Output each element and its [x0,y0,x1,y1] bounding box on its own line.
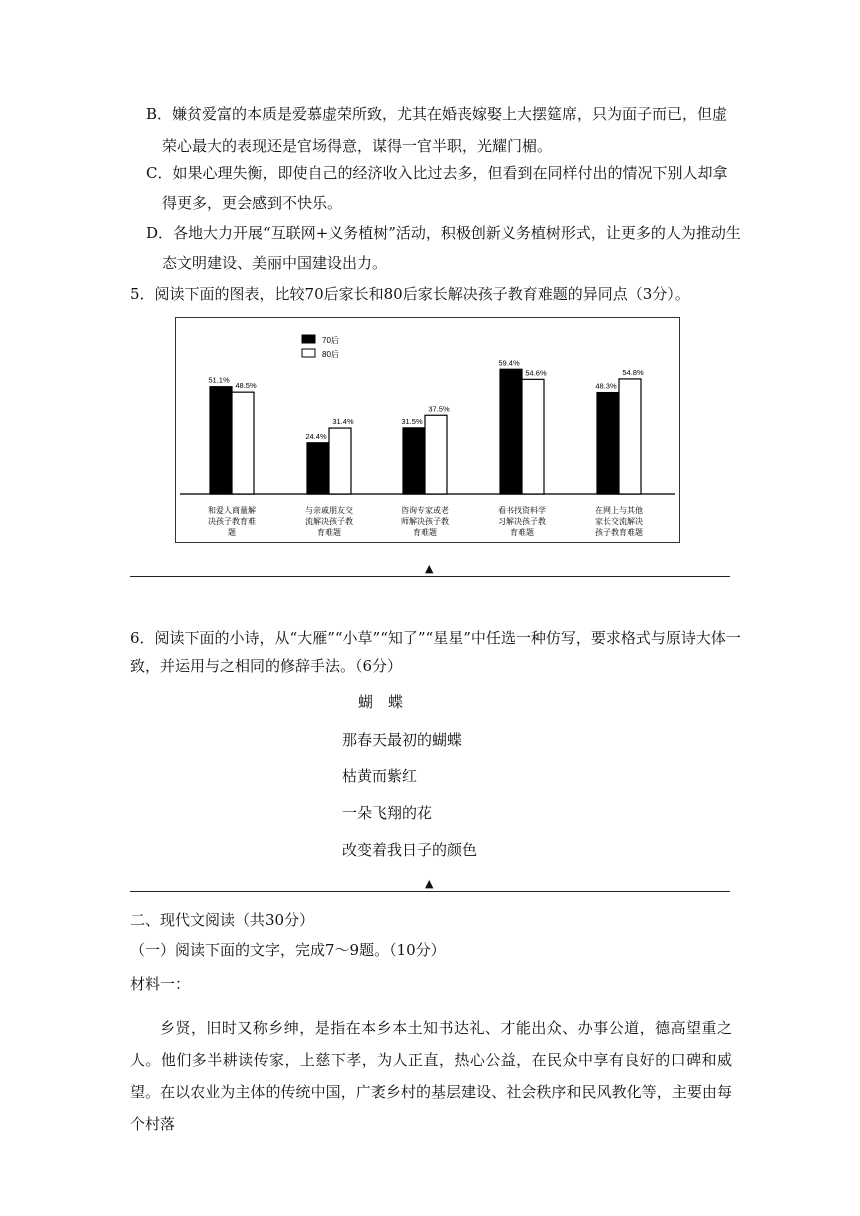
category-label-0-1: 决孩子教育难 [208,517,256,526]
legend-label-70: 70后 [322,336,339,345]
data-label-80-0: 48.5% [235,381,257,391]
legend-swatch-80 [302,349,315,357]
category-label-3-2: 育难题 [510,528,534,537]
bar-80-3 [522,379,544,494]
category-label-3-0: 看书找资料学 [498,506,546,515]
category-label-1-2: 育难题 [317,528,341,537]
bar-70-1 [307,443,329,494]
section-subheading: （一）阅读下面的文字，完成7～9题。（10分） [130,941,446,959]
data-label-70-2: 31.5% [401,416,423,426]
category-label-2-0: 咨询专家或老 [401,506,449,515]
category-label-0-2: 题 [228,528,236,537]
data-label-80-3: 54.6% [525,368,547,378]
answer-marker-1: ▲ [425,562,434,575]
poem-title: 蝴 蝶 [358,693,404,711]
poem-line-4: 改变着我日子的颜色 [342,841,478,859]
bar-chart [175,317,680,543]
material-label: 材料一： [130,975,191,993]
category-label-2-1: 师解决孩子教 [401,517,449,526]
poem-line-1: 那春天最初的蝴蝶 [342,731,463,749]
legend-swatch-70 [302,335,315,343]
data-label-80-2: 37.5% [428,404,450,414]
bar-70-0 [210,387,232,494]
data-label-80-1: 31.4% [332,417,354,427]
bar-80-1 [329,428,351,494]
category-label-0-0: 和爱人商量解 [208,506,256,515]
question-5: 5．阅读下面的图表，比较70后家长和80后家长解决孩子教育难题的异同点（3分）。 [130,285,690,303]
bar-80-2 [425,415,447,494]
option-d-line2: 态文明建设、美丽中国建设出力。 [162,254,388,272]
bar-70-3 [500,369,522,494]
bar-70-4 [597,393,619,494]
category-label-4-2: 孩子教育难题 [595,528,643,537]
bar-70-2 [403,428,425,494]
divider-rule-1 [130,576,730,577]
divider-rule-2 [130,891,730,892]
data-label-70-0: 51.1% [208,375,230,385]
category-label-4-0: 在网上与其他 [595,506,643,515]
category-label-2-2: 育难题 [413,528,437,537]
passage-paragraph: 乡贤，旧时又称乡绅，是指在本乡本土知书达礼、才能出众、办事公道，德高望重之人。他们多半耕读传家，上慈下孝，为人正直，热心公益，在民众中享有良好的口碑和威望。在以农业为主体的传统中国，广袤乡村的基层建设、社会秩序和民风教化等，主要由每个村落 [130,1019,732,1133]
data-label-70-1: 24.4% [305,431,327,441]
question-6-line1: 6．阅读下面的小诗，从“大雁”“小草”“知了”“星星”中任选一种仿写，要求格式与原诗大体一 [130,629,741,647]
legend-label-80: 80后 [322,350,339,359]
data-label-80-4: 54.8% [622,367,644,377]
category-label-1-1: 流解决孩子教 [305,517,353,526]
option-c-line1: C．如果心理失衡，即使自己的经济收入比过去多，但看到在同样付出的情况下别人却拿 [146,164,728,182]
option-d-line1: D．各地大力开展“互联网+义务植树”活动，积极创新义务植树形式，让更多的人为推动生 [146,224,741,242]
poem-line-3: 一朵飞翔的花 [342,804,433,822]
section-heading: 二、现代文阅读（共30分） [130,911,315,929]
answer-marker-2: ▲ [425,877,434,890]
category-label-1-0: 与亲戚朋友交 [305,506,353,515]
data-label-70-4: 48.3% [595,381,617,391]
option-c-line2: 得更多，更会感到不快乐。 [162,194,343,212]
poem-line-2: 枯黄而紫红 [342,767,418,785]
data-label-70-3: 59.4% [498,358,520,368]
option-b-line1: B．嫌贫爱富的本质是爱慕虚荣所致，尤其在婚丧嫁娶上大摆筵席，只为面子而已，但虚 [146,105,728,123]
question-6-line2: 致，并运用与之相同的修辞手法。（6分） [130,657,403,675]
category-label-4-1: 家长交流解决 [595,517,643,526]
option-b-line2: 荣心最大的表现还是官场得意，谋得一官半职，光耀门楣。 [162,137,553,155]
bar-80-0 [232,392,254,494]
category-label-3-1: 习解决孩子教 [498,517,546,526]
bar-80-4 [619,379,641,494]
